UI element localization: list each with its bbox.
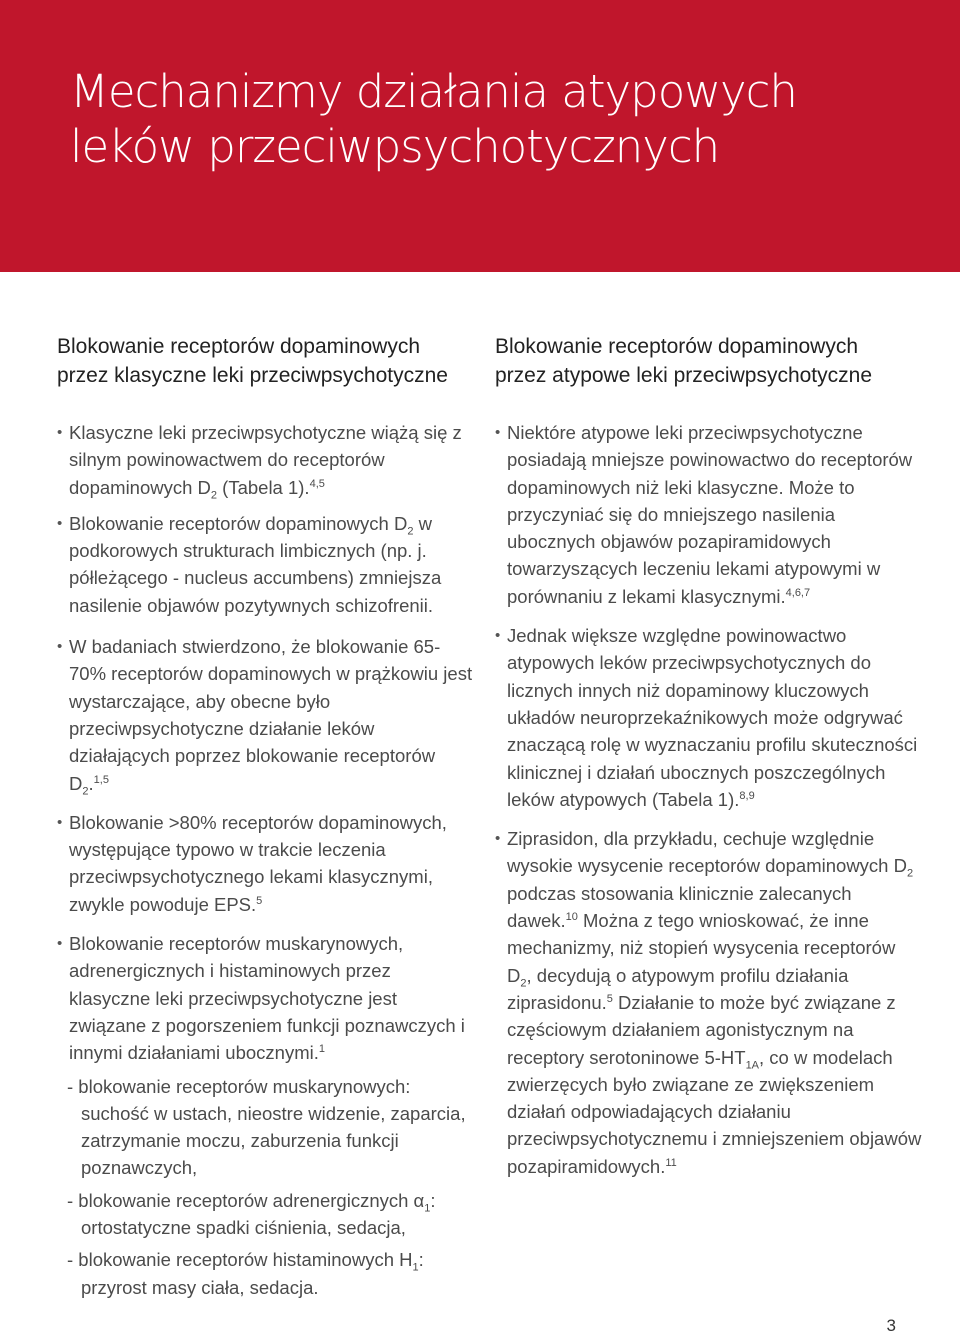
right-bullet-3-part-1: Ziprasidon, dla przykładu, cechuje względnie wysokie wysycenie receptorów dopaminowych D [507, 828, 907, 877]
right-bullet-list [495, 419, 925, 1180]
right-bullet-3-part-2: podczas stosowania klinicznie zalecanych dawek. [507, 882, 852, 932]
page-number: 3 [886, 1316, 896, 1335]
left-bullet-2-after: w podkorowych strukturach limbicznych (np. j. półleżącego - nucleus accumbens) zmniejsza nasilenie objawów pozytywnych schizofrenii. [69, 512, 442, 616]
left-bullet-5-ref: 1 [318, 1043, 325, 1056]
adrenergic-item [57, 1187, 475, 1242]
right-bullet-3-part-4: , decydują o atypowym profilu działania ziprasidonu. [507, 964, 849, 1013]
title-line-1: Mechanizmy działania atypowych [70, 65, 797, 118]
left-bullet-3-sub: 2 [82, 785, 89, 798]
left-bullet-4-ref: 5 [256, 894, 263, 907]
right-bullet-3-sub-2: 2 [520, 977, 527, 990]
left-bullet-2 [57, 510, 475, 619]
left-bullet-3-ref: 1,5 [93, 773, 109, 786]
left-bullet-1 [57, 419, 475, 501]
left-bullet-list [57, 419, 475, 1067]
left-bullet-1-ref: 4,5 [309, 477, 325, 490]
left-bullet-1-after: (Tabela 1). [217, 476, 310, 498]
title-banner [0, 0, 960, 272]
left-bullet-2-sub: 2 [407, 525, 414, 538]
right-bullet-1-text: Niektóre atypowe leki przeciwpsychotyczne posiadają mniejsze powinowactwo do receptorów dopaminowych niż leki klasyczne. Może to przyczyniać się do mniejszego nasilenia ubocznych objawów pozapiramidowych towarzyszących leczeniu lekami atypowymi w porównaniu z lekami klasycznymi. [507, 422, 913, 607]
adrenergic-sub: 1 [424, 1202, 431, 1215]
left-bullet-3 [57, 633, 475, 797]
left-bullet-4-text: Blokowanie >80% receptorów dopaminowych, występujące typowo w trakcie leczenia przeciwpsychotycznego lekami klasycznymi, zwykle powoduje EPS. [69, 811, 447, 915]
left-bullet-4 [57, 809, 475, 918]
histamine-sub: 1 [412, 1262, 419, 1274]
right-bullet-3-sub-1: 2 [906, 868, 914, 881]
adrenergic-text: - blokowanie receptorów adrenergicznych α [67, 1189, 425, 1211]
right-bullet-2-text: Jednak większe względne powinowactwo atypowych leków przeciwpsychotycznych do licznych innych niż dopaminowy kluczowych układów neuroprzekaźnikowych może odgrywać znaczącą rolę w wyznaczaniu profilu skuteczności klinicznej i działań ubocznych poszczególnych leków atypowych (Tabela 1). [507, 625, 918, 810]
left-column [57, 332, 475, 1301]
left-bullet-3-after: . [88, 772, 94, 794]
left-bullet-1-sub: 2 [210, 489, 218, 502]
right-bullet-3-ref-3: 11 [665, 1156, 677, 1169]
left-bullet-5-text: Blokowanie receptorów muskarynowych, adrenergicznych i histaminowych przez klasyczne leki przeciwpsychotyczne jest związane z pogorszeniem funkcji poznawczych i innymi działaniami ubocznymi. [69, 933, 465, 1064]
right-heading-line-2: przez atypowe leki przeciwpsychotyczne [495, 364, 872, 387]
right-bullet-3-ref-1: 10 [565, 910, 578, 923]
right-heading [495, 332, 925, 390]
right-heading-line-1: Blokowanie receptorów dopaminowych [495, 335, 859, 358]
right-bullet-2-ref: 8,9 [739, 789, 755, 802]
adrenergic-after: : ortostatyczne spadki ciśnienia, sedacja, [81, 1189, 436, 1239]
right-bullet-3-part-5: Działanie to może być związane z częściowym działaniem agonistycznym na receptory serotoninowe 5-HT [507, 991, 896, 1068]
right-bullet-3-sub-3: 1A [745, 1059, 760, 1072]
title-line-2: leków przeciwpsychotycznych [70, 120, 720, 173]
histamine-item [57, 1246, 475, 1301]
side-effects-list [57, 1073, 475, 1301]
left-bullet-3-text: W badaniach stwierdzono, że blokowanie 65-70% receptorów dopaminowych w prążkowiu jest wystarczające, aby obecne było przeciwpsychotyczne działanie leków działających poprzez blokowanie receptorów D [69, 636, 473, 794]
right-bullet-1-ref: 4,6,7 [785, 586, 811, 599]
left-heading [57, 332, 475, 390]
right-bullet-2 [495, 622, 925, 813]
right-bullet-3-part-3: Można z tego wnioskować, że inne mechanizmy, niż stopień wysycenia receptorów D [507, 910, 896, 986]
muscarinic-item: - blokowanie receptorów muskarynowych: suchość w ustach, nieostre widzenie, zaparcia, zatrzymanie moczu, zaburzenia funkcji poznawczych, [67, 1075, 466, 1179]
left-bullet-1-text: Klasyczne leki przeciwpsychotyczne wiążą się z silnym powinowactwem do receptorów dopaminowych D [69, 422, 462, 498]
histamine-text: - blokowanie receptorów histaminowych H [67, 1249, 413, 1271]
right-bullet-3-ref-2: 5 [606, 992, 613, 1005]
left-bullet-5 [57, 930, 475, 1066]
left-bullet-2-text: Blokowanie receptorów dopaminowych D [69, 512, 408, 534]
right-bullet-1 [495, 419, 925, 610]
right-bullet-3 [495, 825, 925, 1180]
right-column [495, 332, 925, 1180]
left-heading-line-2: przez klasyczne leki przeciwpsychotyczne [57, 364, 448, 387]
right-bullet-3-part-6: , co w modelach zwierzęcych było związane ze zwiększeniem działań odpowiadających działaniu przeciwpsychotycznemu i zmniejszeniem objawów pozapiramidowych. [507, 1046, 922, 1177]
left-heading-line-1: Blokowanie receptorów dopaminowych [57, 335, 421, 358]
histamine-after: : przyrost masy ciała, sedacja. [81, 1249, 424, 1298]
page-title [70, 64, 910, 174]
